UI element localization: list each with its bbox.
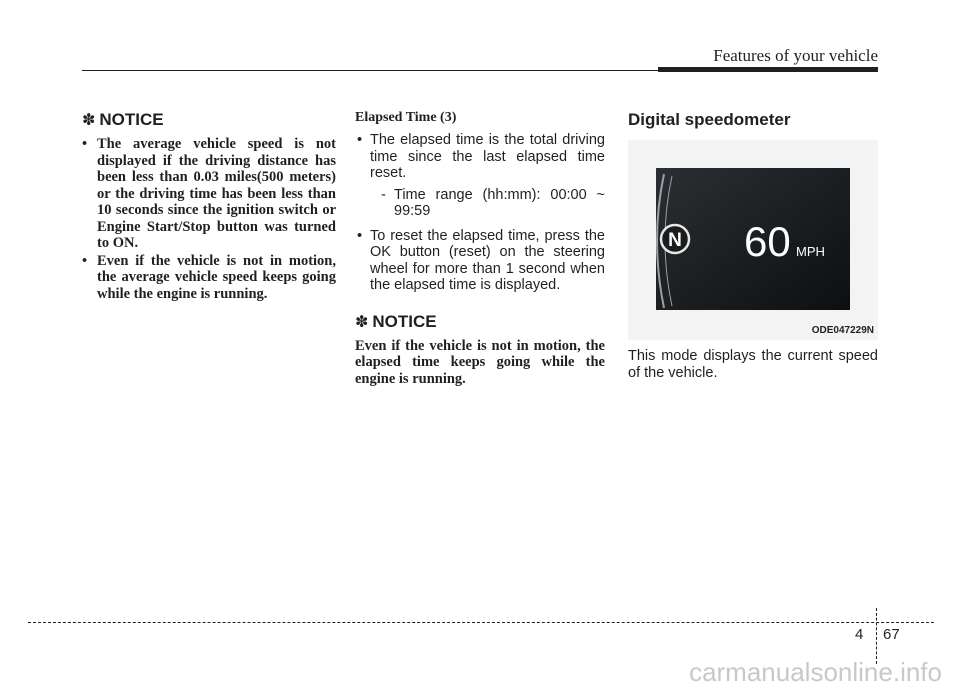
speed-unit: MPH (796, 244, 825, 259)
notice-item: • Even if the vehicle is not in motion, the average vehicle speed keeps going while the engine is running. (82, 253, 336, 303)
elapsed-time-list (355, 132, 605, 294)
column-middle (355, 110, 605, 387)
notice-heading-text: NOTICE (372, 311, 437, 331)
speed-value: 60 (744, 218, 791, 265)
notice-star-icon: ✽ (355, 311, 369, 331)
notice-item: • The average vehicle speed is not displayed if the driving distance has been less than 0.03 miles(500 meters) or the driving time has been less than 10 seconds since the ignition switch or Engine Start/Stop button was turned to ON. (82, 136, 336, 252)
notice-list (82, 136, 336, 302)
column-right (628, 110, 878, 381)
watermark: carmanualsonline.info (689, 657, 942, 687)
elapsed-time-heading: Elapsed Time (3) (355, 110, 457, 125)
notice-heading (82, 110, 336, 130)
footer-rule (28, 622, 934, 623)
header-title: Features of your vehicle (713, 46, 878, 65)
speedometer-figure (628, 140, 878, 340)
footer-divider (876, 608, 877, 664)
reset-instruction-item: • To reset the elapsed time, press the OK button (reset) on the steering wheel for more than 1 second when the elapsed time is displayed. (355, 228, 605, 294)
section-title: Digital speedometer (628, 110, 791, 129)
time-range-text: Time range (hh:mm): 00:00 ~ 99:59 (394, 186, 605, 219)
elapsed-time-text: The elapsed time is the total driving time since the last elapsed time reset. (370, 132, 605, 181)
section-description: This mode displays the current speed of the vehicle. (628, 348, 878, 381)
page-number: 67 (883, 626, 900, 643)
chapter-number: 4 (855, 626, 864, 643)
gear-indicator: N (668, 230, 682, 251)
notice-text: Even if the vehicle is not in motion, the elapsed time keeps going while the engine is running. (355, 337, 605, 387)
notice-heading-text: NOTICE (99, 110, 164, 129)
notice-star-icon: ✽ (82, 110, 96, 129)
figure-caption: ODE047229N (811, 325, 874, 336)
time-range-item: - Time range (hh:mm): 00:00 ~ 99:59 (381, 186, 605, 219)
elapsed-time-item (355, 132, 605, 220)
speedometer-display-illustration (628, 140, 878, 340)
header-rule-accent (658, 67, 878, 72)
column-left (82, 110, 336, 303)
notice-heading (355, 312, 605, 332)
